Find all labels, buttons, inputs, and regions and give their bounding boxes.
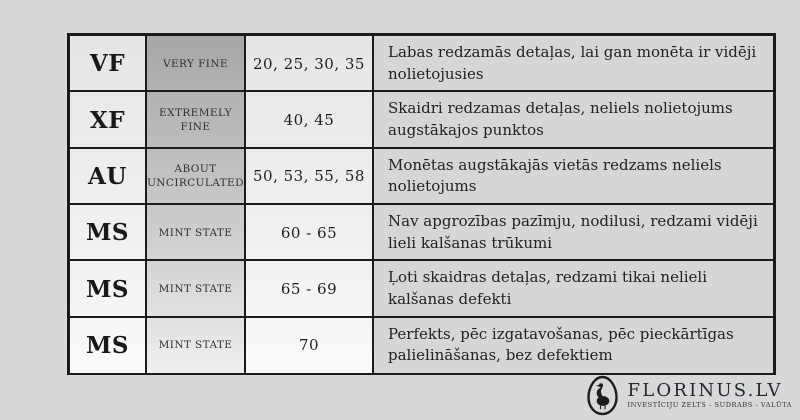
grade-description: Perfekts, pēc izgatavošanas, pēc pieckārtīgas palielināšanas, bez defektiem (372, 318, 773, 374)
grade-abbr: AU (70, 149, 145, 205)
grade-name: MINT STATE (145, 205, 244, 261)
grade-values: 65 - 69 (244, 261, 372, 317)
brand-tagline: INVESTĪCIJU ZELTS - SUDRABS - VALŪTA (627, 401, 792, 410)
grade-values: 60 - 65 (244, 205, 372, 261)
grade-abbr: MS (70, 261, 145, 317)
coin-grading-table (67, 33, 776, 375)
grade-name: MINT STATE (145, 318, 244, 374)
table-row (70, 203, 773, 259)
table-row (70, 316, 773, 372)
grade-name: MINT STATE (145, 261, 244, 317)
grade-name: VERY FINE (145, 36, 244, 92)
grade-abbr: MS (70, 318, 145, 374)
grade-name: ABOUT UNCIRCULATED (145, 149, 244, 205)
table-row (70, 90, 773, 146)
goose-egg-icon (584, 375, 621, 416)
grade-description: Labas redzamās detaļas, lai gan monēta ir vidēji nolietojusies (372, 36, 773, 92)
grade-values: 50, 53, 55, 58 (244, 149, 372, 205)
grade-values: 70 (244, 318, 372, 374)
grade-description: Nav apgrozības pazīmju, nodilusi, redzami vidēji lieli kalšanas trūkumi (372, 205, 773, 261)
grade-description: Ļoti skaidras detaļas, redzami tikai nelieli kalšanas defekti (372, 261, 773, 317)
grade-description: Skaidri redzamas detaļas, neliels nolietojums augstākajos punktos (372, 92, 773, 148)
table-row (70, 147, 773, 203)
florinus-logo (584, 375, 792, 416)
brand-name: FLORINUS.LV (627, 379, 783, 401)
table-row (70, 259, 773, 315)
grade-name: EXTREMELY FINE (145, 92, 244, 148)
logo-text (627, 379, 792, 410)
grade-description: Monētas augstākajās vietās redzams neliels nolietojums (372, 149, 773, 205)
grade-values: 20, 25, 30, 35 (244, 36, 372, 92)
grade-abbr: MS (70, 205, 145, 261)
table-row (70, 36, 773, 90)
grade-abbr: VF (70, 36, 145, 92)
grade-values: 40, 45 (244, 92, 372, 148)
grade-abbr: XF (70, 92, 145, 148)
